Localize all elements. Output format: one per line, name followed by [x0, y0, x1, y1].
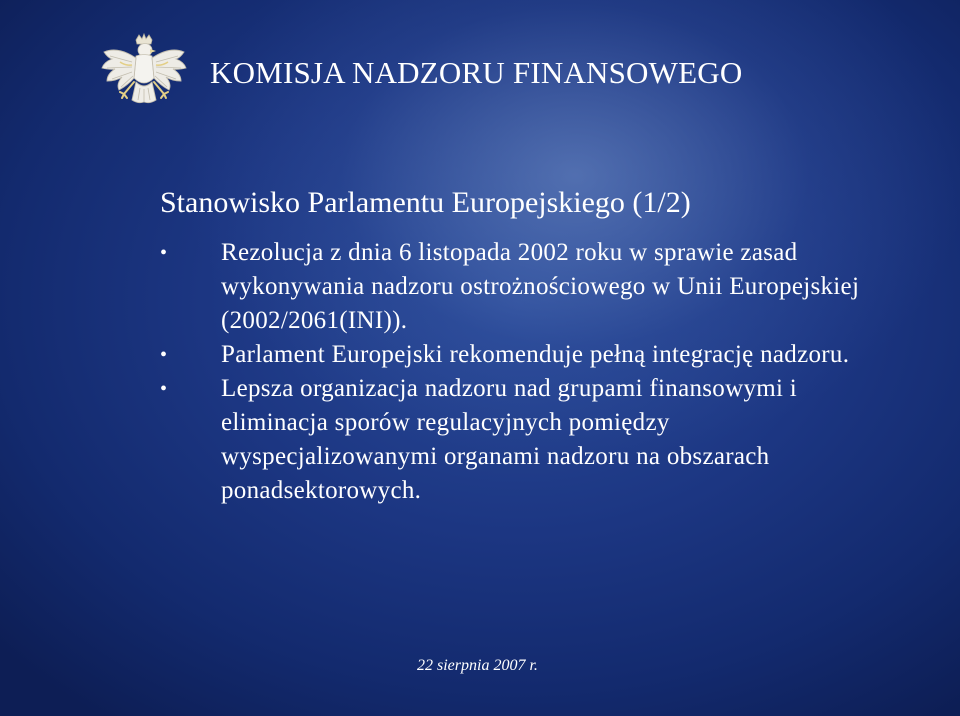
bullet-text: Lepsza organizacja nadzoru nad grupami finansowymi i eliminacja sporów regulacyjnych pomiędzy wyspecjalizowanymi organami nadzoru na obszarach ponadsektorowych. — [221, 375, 798, 504]
bullet-text: Parlament Europejski rekomenduje pełną integrację nadzoru. — [221, 341, 850, 368]
bullet-item — [160, 236, 860, 338]
bullet-icon: • — [160, 378, 168, 400]
bullet-item — [160, 338, 860, 372]
bullet-icon: • — [160, 242, 168, 264]
bullet-item — [160, 372, 860, 508]
eagle-emblem-icon — [98, 32, 190, 122]
bullet-list — [160, 236, 860, 508]
organization-title: KOMISJA NADZORU FINANSOWEGO — [210, 55, 743, 90]
footer-date: 22 sierpnia 2007 r. — [417, 657, 538, 674]
bullet-icon: • — [160, 344, 168, 366]
slide-title: Stanowisko Parlamentu Europejskiego (1/2) — [160, 186, 691, 219]
bullet-text: Rezolucja z dnia 6 listopada 2002 roku w sprawie zasad wykonywania nadzoru ostrożnościowego w Unii Europejskiej (2002/2061(INI)). — [221, 239, 860, 334]
